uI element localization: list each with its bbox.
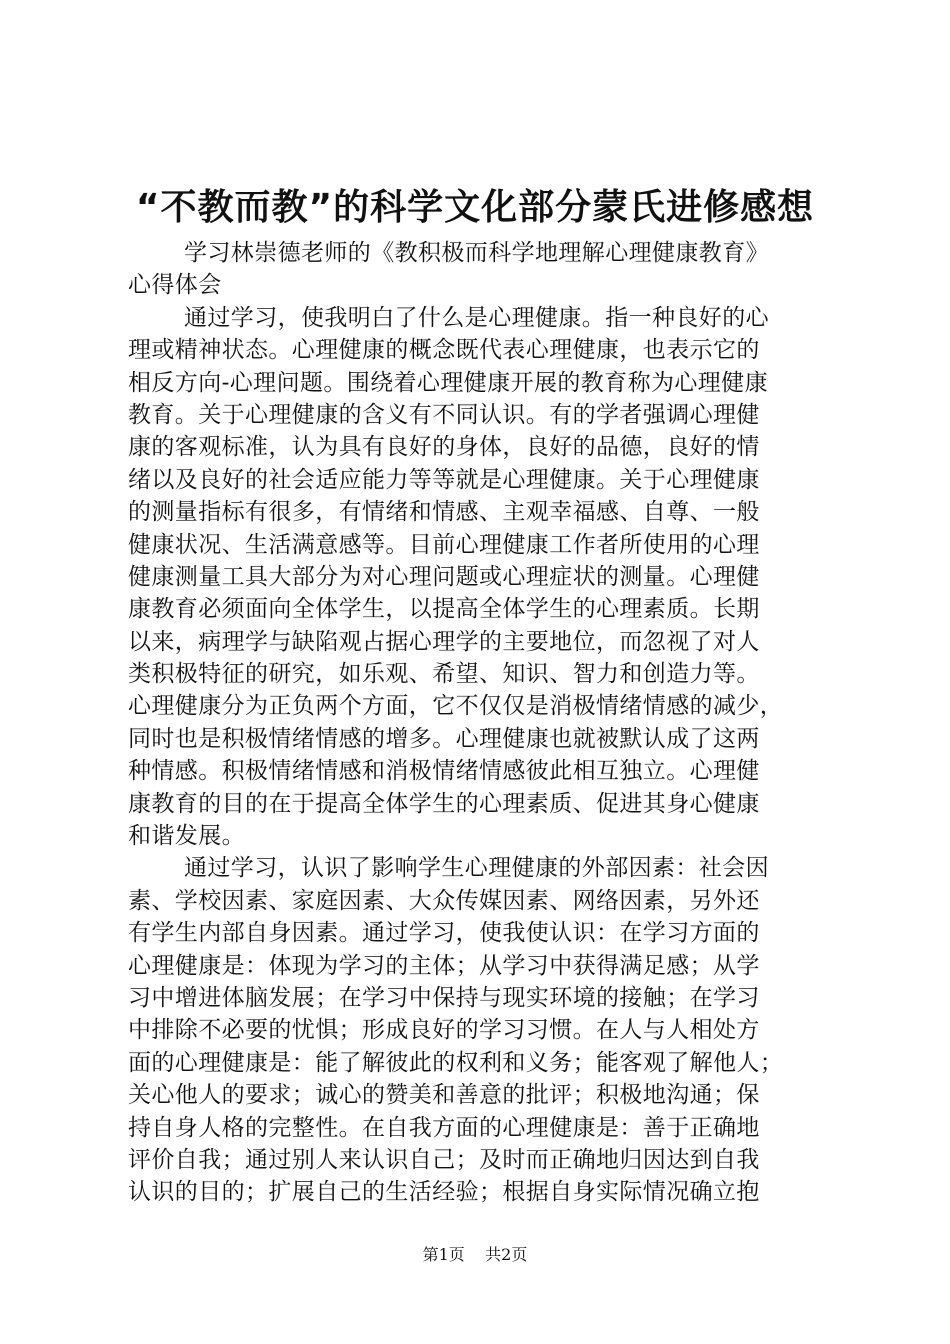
text-line: 学习林崇德老师的《教积极而科学地理解心理健康教育》 bbox=[184, 240, 769, 266]
text-line: 心得体会 bbox=[128, 272, 222, 299]
text-line: 有学生内部自身因素。通过学习，使我使认识：在学习方面的 bbox=[128, 920, 760, 947]
text-line: 种情感。积极情绪情感和消极情绪情感彼此相互独立。心理健 bbox=[128, 758, 760, 785]
text-line: 康教育的目的在于提高全体学生的心理素质、促进其身心健康 bbox=[128, 790, 760, 817]
text-line: 同时也是积极情绪情感的增多。心理健康也就被默认成了这两 bbox=[128, 725, 760, 752]
document-body bbox=[128, 237, 848, 1209]
text-line: 绪以及良好的社会适应能力等等就是心理健康。关于心理健康 bbox=[128, 466, 760, 493]
text-line: 习中增进体脑发展；在学习中保持与现实环境的接触；在学习 bbox=[128, 984, 760, 1011]
text-line: 认识的目的；扩展自己的生活经验；根据自身实际情况确立抱 bbox=[128, 1179, 760, 1206]
text-line: 通过学习，认识了影响学生心理健康的外部因素：社会因 bbox=[184, 855, 769, 882]
text-line: 关心他人的要求；诚心的赞美和善意的批评；积极地沟通；保 bbox=[128, 1082, 760, 1109]
footer-spacer bbox=[470, 1245, 480, 1264]
text-line: 中排除不必要的忧惧；形成良好的学习习惯。在人与人相处方 bbox=[128, 1017, 760, 1044]
text-line: 心理健康是：体现为学习的主体；从学习中获得满足感；从学 bbox=[128, 952, 760, 979]
text-line: 类积极特征的研究，如乐观、希望、知识、智力和创造力等。 bbox=[128, 661, 760, 688]
text-line: 通过学习，使我明白了什么是心理健康。指一种良好的心 bbox=[184, 304, 769, 331]
text-line: 教育。关于心理健康的含义有不同认识。有的学者强调心理健 bbox=[128, 401, 760, 428]
text-line: 康的客观标准，认为具有良好的身体，良好的品德，良好的情 bbox=[128, 434, 760, 461]
text-line: 评价自我；通过别人来认识自己；及时而正确地归因达到自我 bbox=[128, 1146, 760, 1173]
page-footer bbox=[0, 1244, 950, 1266]
text-line: 理或精神状态。心理健康的概念既代表心理健康，也表示它的 bbox=[128, 337, 760, 364]
text-line: 健康状况、生活满意感等。目前心理健康工作者所使用的心理 bbox=[128, 531, 760, 558]
text-line: 持自身人格的完整性。在自我方面的心理健康是：善于正确地 bbox=[128, 1114, 760, 1141]
text-line: 以来，病理学与缺陷观占据心理学的主要地位，而忽视了对人 bbox=[128, 628, 760, 655]
text-line: 心理健康分为正负两个方面，它不仅仅是消极情绪情感的减少， bbox=[128, 693, 784, 720]
page-number: 第1页 bbox=[422, 1245, 465, 1264]
text-line: 和谐发展。 bbox=[128, 823, 245, 850]
text-line: 健康测量工具大部分为对心理问题或心理症状的测量。心理健 bbox=[128, 563, 760, 590]
text-line: 的测量指标有很多，有情绪和情感、主观幸福感、自尊、一般 bbox=[128, 499, 760, 526]
text-line: 康教育必须面向全体学生，以提高全体学生的心理素质。长期 bbox=[128, 596, 760, 623]
text-line: 素、学校因素、家庭因素、大众传媒因素、网络因素，另外还 bbox=[128, 887, 760, 914]
text-line: 面的心理健康是：能了解彼此的权利和义务；能客观了解他人； bbox=[128, 1049, 784, 1076]
text-line: 相反方向-心理问题。围绕着心理健康开展的教育称为心理健康 bbox=[128, 369, 768, 396]
page-total: 共2页 bbox=[485, 1245, 528, 1264]
document-title: “不教而教”的科学文化部分蒙氏进修感想 bbox=[135, 187, 815, 228]
